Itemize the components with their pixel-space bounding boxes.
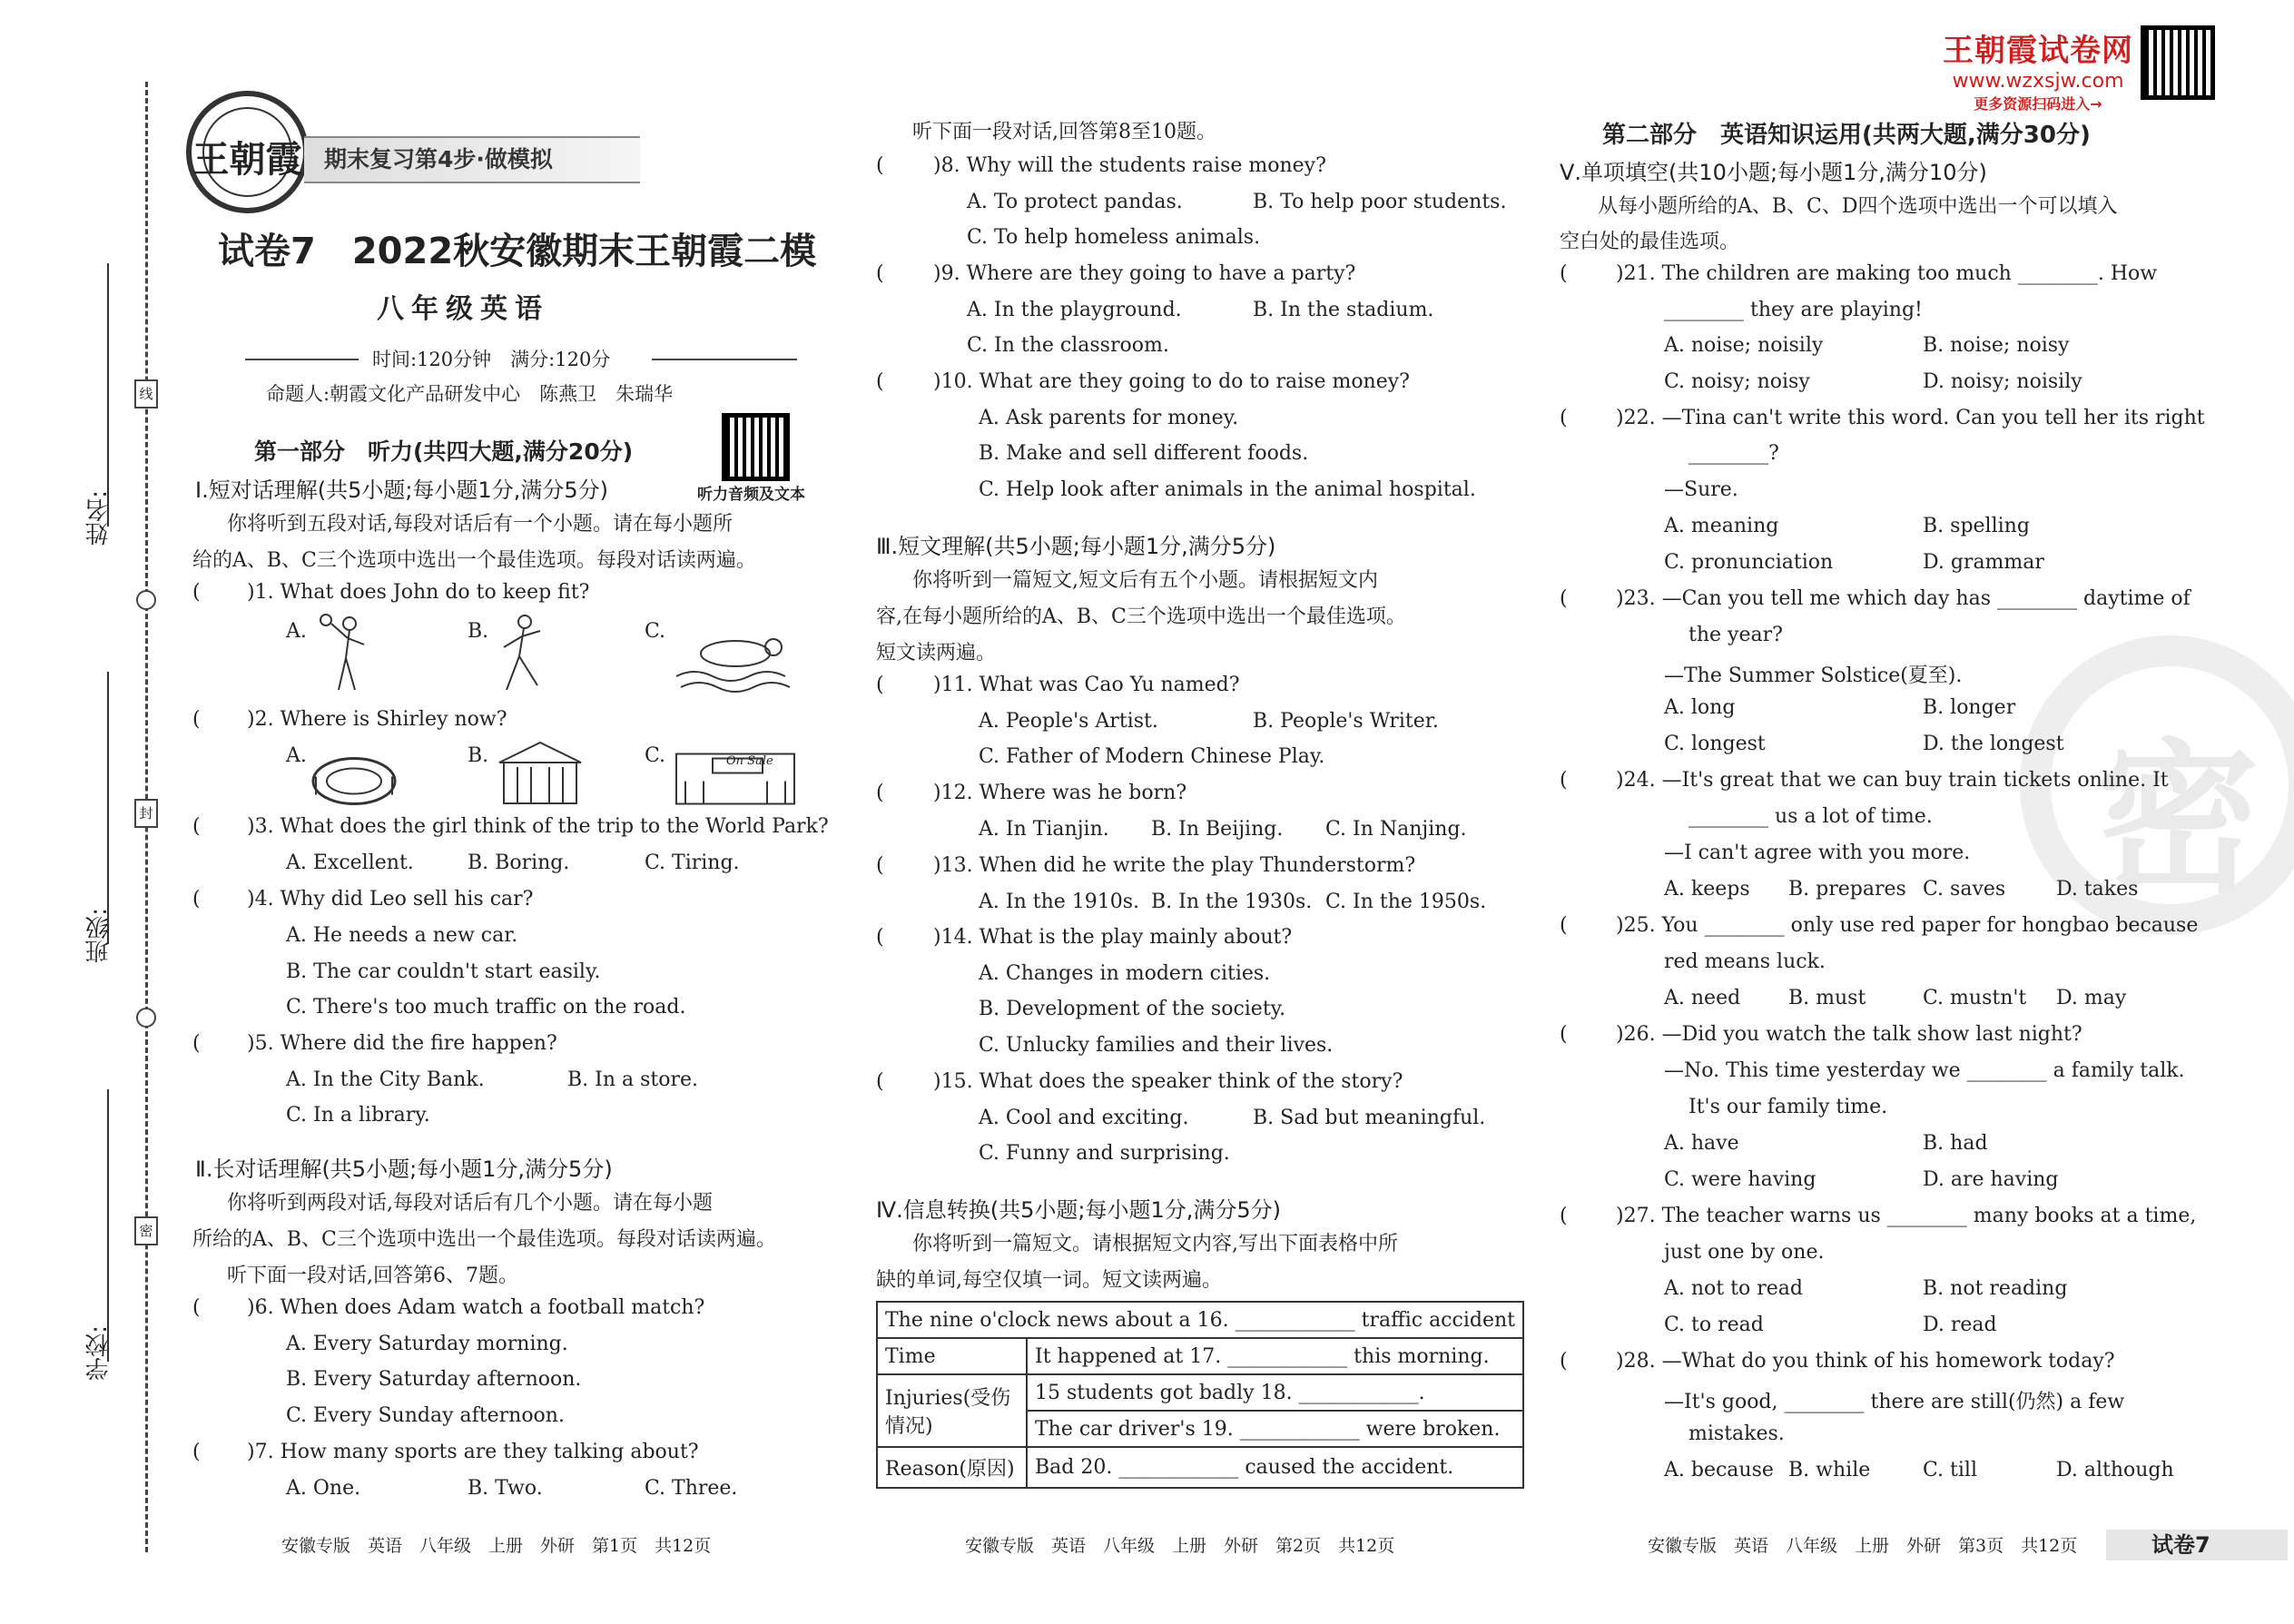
binding-mark-secret: 密 xyxy=(134,1216,158,1245)
option[interactable]: C. There's too much traffic on the road. xyxy=(286,996,686,1019)
option[interactable]: B. spelling xyxy=(1923,515,2030,537)
answer-bracket[interactable]: ( xyxy=(876,262,884,285)
name-label: 姓名: xyxy=(85,490,113,546)
paper-title: 试卷7 2022秋安徽期末王朝霞二模 xyxy=(218,231,817,272)
section3-instruction: 容,在每小题所给的A、B、C三个选项中选出一个最佳选项。 xyxy=(876,605,1406,628)
question-3: )3. What does the girl think of the trip to the World Park? xyxy=(247,815,829,838)
question-10: )10. What are they going to do to raise money? xyxy=(933,370,1410,393)
question-25: )25. You ________ only use red paper for hongbao because xyxy=(1616,914,2199,937)
option[interactable]: B. To help poor students. xyxy=(1253,191,1507,213)
answer-bracket[interactable]: ( xyxy=(876,782,884,804)
option[interactable]: C. Unlucky families and their lives. xyxy=(979,1034,1334,1057)
option[interactable]: C. noisy; noisy xyxy=(1664,370,1810,393)
option[interactable]: A. Ask parents for money. xyxy=(979,407,1239,429)
option[interactable]: A. In the 1910s. xyxy=(979,891,1140,913)
table-row xyxy=(877,1374,1523,1411)
runner-image[interactable] xyxy=(490,613,554,694)
section1-instruction: 给的A、B、C三个选项中选出一个最佳选项。每段对话读两遍。 xyxy=(192,549,756,572)
option[interactable]: A. He needs a new car. xyxy=(286,924,518,947)
option[interactable]: A. meaning xyxy=(1664,515,1779,537)
binding-hole xyxy=(136,590,156,610)
option[interactable]: A. keeps xyxy=(1664,878,1750,901)
class-line[interactable] xyxy=(107,672,109,944)
table-cell[interactable]: The car driver's 19. ____________ were broken. xyxy=(1027,1411,1523,1447)
option[interactable]: A. People's Artist. xyxy=(979,710,1158,733)
section3-title: Ⅲ.短文理解(共5小题;每小题1分,满分5分) xyxy=(876,534,1276,559)
question-26-cont: It's our family time. xyxy=(1689,1096,1888,1118)
option-label: C. xyxy=(645,744,666,767)
name-line[interactable] xyxy=(107,263,109,527)
step-banner: 期末复习第4步·做模拟 xyxy=(304,136,640,183)
table-cell[interactable]: 15 students got badly 18. ____________. xyxy=(1027,1374,1523,1411)
option-label: B. xyxy=(468,620,489,643)
section4-instruction: 缺的单词,每空仅填一词。短文读两遍。 xyxy=(876,1269,1222,1292)
brand-url[interactable]: www.wzxsjw.com xyxy=(1952,70,2124,93)
option[interactable]: B. The car couldn't start easily. xyxy=(286,960,601,983)
question-23: )23. —Can you tell me which day has ________ daytime of xyxy=(1616,587,2191,610)
question-6: )6. When does Adam watch a football match? xyxy=(247,1296,705,1319)
option[interactable]: A. To protect pandas. xyxy=(967,191,1183,213)
info-table xyxy=(876,1301,1524,1489)
museum-building-image[interactable] xyxy=(490,731,590,812)
brand-qr-code[interactable] xyxy=(2141,25,2215,100)
brand-name: 王朝霞试卷网 xyxy=(1943,33,2133,69)
school-label: 学校: xyxy=(85,1325,113,1381)
table-cell[interactable]: Bad 20. ____________ caused the accident. xyxy=(1027,1447,1523,1488)
option[interactable]: A. Every Saturday morning. xyxy=(286,1333,568,1355)
question-24-reply: —I can't agree with you more. xyxy=(1664,842,1971,864)
question-15: )15. What does the speaker think of the story? xyxy=(933,1070,1403,1093)
option[interactable]: B. noise; noisy xyxy=(1923,334,2070,357)
answer-bracket[interactable]: ( xyxy=(1560,587,1568,610)
question-21: )21. The children are making too much ________. How xyxy=(1616,262,2158,285)
question-22: )22. —Tina can't write this word. Can you tell her its right xyxy=(1616,407,2205,429)
question-11: )11. What was Cao Yu named? xyxy=(933,674,1240,696)
question-23-reply: —The Summer Solstice(夏至). xyxy=(1664,664,1963,687)
table-label: Injuries(受伤情况) xyxy=(877,1374,1027,1447)
brand-note: 更多资源扫码进入→ xyxy=(1974,95,2102,113)
question-12: )12. Where was he born? xyxy=(933,782,1187,804)
question-2: )2. Where is Shirley now? xyxy=(247,708,507,731)
question-9: )9. Where are they going to have a party? xyxy=(933,262,1356,285)
option[interactable]: C. In the classroom. xyxy=(967,334,1169,357)
divider xyxy=(245,359,359,360)
section2-instruction: 你将听到两段对话,每段对话后有几个小题。请在每小题 xyxy=(227,1192,713,1215)
swimmer-image[interactable] xyxy=(672,613,794,694)
question-28: )28. —What do you think of his homework today? xyxy=(1616,1350,2115,1373)
option[interactable]: B. had xyxy=(1923,1132,1988,1155)
option-label: A. xyxy=(286,620,307,643)
question-26: )26. —Did you watch the talk show last night? xyxy=(1616,1023,2082,1046)
answer-bracket[interactable]: ( xyxy=(1560,914,1568,937)
option[interactable]: C. till xyxy=(1923,1459,1977,1481)
option[interactable]: C. In Nanjing. xyxy=(1325,818,1467,841)
question-13: )13. When did he write the play Thunderstorm? xyxy=(933,854,1416,877)
answer-bracket[interactable]: ( xyxy=(1560,1205,1568,1227)
option[interactable]: C. Tiring. xyxy=(645,851,740,874)
qr-caption: 听力音频及文本 xyxy=(697,486,805,504)
question-7: )7. How many sports are they talking about? xyxy=(247,1441,699,1463)
option[interactable]: D. takes xyxy=(2056,878,2139,901)
option[interactable]: D. may xyxy=(2056,987,2127,1009)
section5-title: Ⅴ.单项填空(共10小题;每小题1分,满分10分) xyxy=(1560,160,1987,185)
option[interactable]: A. long xyxy=(1664,696,1736,719)
option[interactable]: C. In a library. xyxy=(286,1104,430,1127)
option[interactable]: B. not reading xyxy=(1923,1277,2068,1300)
question-4: )4. Why did Leo sell his car? xyxy=(247,888,534,910)
answer-bracket[interactable]: ( xyxy=(192,888,201,910)
table-cell[interactable]: The nine o'clock news about a 16. ____________ traffic accident xyxy=(877,1302,1523,1338)
section3-instruction: 短文读两遍。 xyxy=(876,642,997,664)
option[interactable]: C. Every Sunday afternoon. xyxy=(286,1404,565,1427)
option[interactable]: B. In a store. xyxy=(567,1068,699,1091)
option[interactable]: B. Boring. xyxy=(468,851,570,874)
section3-instruction: 你将听到一篇短文,短文后有五个小题。请根据短文内 xyxy=(912,569,1378,592)
table-row xyxy=(877,1302,1523,1338)
option[interactable]: C. were having xyxy=(1664,1168,1816,1191)
section5-instruction: 空白处的最佳选项。 xyxy=(1560,231,1740,253)
section2-instruction: 所给的A、B、C三个选项中选出一个最佳选项。每段对话读两遍。 xyxy=(192,1228,776,1251)
answer-bracket[interactable]: ( xyxy=(876,154,884,177)
question-26-reply: —No. This time yesterday we ________ a family talk. xyxy=(1664,1059,2185,1082)
question-28-cont: mistakes. xyxy=(1689,1422,1785,1445)
section5-instruction: 从每小题所给的A、B、C、D四个选项中选出一个可以填入 xyxy=(1598,195,2118,218)
logo-text: 王朝霞 xyxy=(192,138,302,181)
table-label: Time xyxy=(877,1338,1027,1374)
option[interactable]: C. pronunciation xyxy=(1664,551,1834,574)
page-footer-3: 安徽专版 英语 八年级 上册 外研 第3页 共12页 xyxy=(1648,1536,2078,1556)
option[interactable]: B. Make and sell different foods. xyxy=(979,442,1309,465)
audio-qr-code[interactable] xyxy=(722,413,790,481)
option[interactable]: A. Excellent. xyxy=(286,851,414,874)
section2-title: Ⅱ.长对话理解(共5小题;每小题1分,满分5分) xyxy=(195,1156,613,1182)
answer-bracket[interactable]: ( xyxy=(192,708,201,731)
answer-bracket[interactable]: ( xyxy=(876,674,884,696)
table-row xyxy=(877,1338,1523,1374)
option[interactable]: D. noisy; noisily xyxy=(1923,370,2082,393)
question-27: )27. The teacher warns us ________ many books at a time, xyxy=(1616,1205,2197,1227)
section4-title: Ⅳ.信息转换(共5小题;每小题1分,满分5分) xyxy=(876,1197,1282,1223)
school-line[interactable] xyxy=(107,1089,109,1362)
section1-instruction: 你将听到五段对话,每段对话后有一个小题。请在每小题所 xyxy=(227,513,733,536)
option[interactable]: C. Father of Modern Chinese Play. xyxy=(979,745,1325,768)
answer-bracket[interactable]: ( xyxy=(1560,1023,1568,1046)
answer-bracket[interactable]: ( xyxy=(1560,262,1568,285)
option[interactable]: A. In the playground. xyxy=(967,299,1182,321)
option[interactable]: B. In the 1930s. xyxy=(1151,891,1313,913)
option[interactable]: B. Development of the society. xyxy=(979,998,1286,1020)
answer-bracket[interactable]: ( xyxy=(192,581,201,604)
question-22-cont: ________? xyxy=(1689,442,1779,465)
page-footer-2: 安徽专版 英语 八年级 上册 外研 第2页 共12页 xyxy=(965,1536,1395,1556)
brand-logo xyxy=(186,91,309,213)
question-22-reply: —Sure. xyxy=(1664,478,1738,501)
option[interactable]: B. longer xyxy=(1923,696,2016,719)
option[interactable]: B. In Beijing. xyxy=(1151,818,1284,841)
option[interactable]: C. longest xyxy=(1664,733,1766,755)
question-25-cont: red means luck. xyxy=(1664,950,1826,973)
option[interactable]: D. the longest xyxy=(1923,733,2064,755)
option[interactable]: C. To help homeless animals. xyxy=(967,226,1261,249)
option[interactable]: B. Every Saturday afternoon. xyxy=(286,1368,582,1391)
option[interactable]: A. Changes in modern cities. xyxy=(979,962,1271,985)
question-14: )14. What is the play mainly about? xyxy=(933,926,1293,949)
option[interactable]: A. Cool and exciting. xyxy=(979,1107,1189,1129)
basketball-player-image[interactable] xyxy=(313,613,377,694)
question-24-cont: ________ us a lot of time. xyxy=(1689,805,1933,828)
option[interactable]: C. Funny and surprising. xyxy=(979,1142,1230,1165)
answer-bracket[interactable]: ( xyxy=(192,1441,201,1463)
divider xyxy=(652,359,797,360)
option[interactable]: C. Help look after animals in the animal hospital. xyxy=(979,478,1476,501)
binding-strip xyxy=(82,82,163,1552)
store-image[interactable] xyxy=(672,733,799,815)
option[interactable]: C. In the 1950s. xyxy=(1325,891,1487,913)
answer-bracket[interactable]: ( xyxy=(1560,407,1568,429)
table-row xyxy=(877,1447,1523,1488)
binding-hole xyxy=(136,1008,156,1028)
question-23-cont: the year? xyxy=(1689,624,1783,646)
answer-bracket[interactable]: ( xyxy=(876,854,884,877)
option-label: A. xyxy=(286,744,307,767)
part2-heading: 第二部分 英语知识运用(共两大题,满分30分) xyxy=(1602,122,2091,149)
table-label: Reason(原因) xyxy=(877,1447,1027,1488)
option-label: C. xyxy=(645,620,666,643)
section4-instruction: 你将听到一篇短文。请根据短文内容,写出下面表格中所 xyxy=(912,1233,1398,1255)
part1-heading: 第一部分 听力(共四大题,满分20分) xyxy=(254,438,634,465)
option[interactable]: A. One. xyxy=(286,1477,361,1500)
time-info: 时间:120分钟 满分:120分 xyxy=(372,349,611,370)
section2-instruction: 听下面一段对话,回答第6、7题。 xyxy=(227,1265,518,1287)
question-28-reply: —It's good, ________ there are still(仍然) a few xyxy=(1664,1391,2125,1413)
option[interactable]: B. must xyxy=(1788,987,1866,1009)
option[interactable]: D. read xyxy=(1923,1314,1997,1336)
table-cell[interactable]: It happened at 17. ____________ this morning. xyxy=(1027,1338,1523,1374)
option[interactable]: B. In the stadium. xyxy=(1253,299,1434,321)
option[interactable]: A. not to read xyxy=(1664,1277,1803,1300)
stadium-image[interactable] xyxy=(309,733,399,815)
subject-title: 八年级英语 xyxy=(377,293,549,325)
option[interactable]: A. noise; noisily xyxy=(1664,334,1824,357)
sale-sign: On Sale xyxy=(726,754,773,768)
question-1: )1. What does John do to keep fit? xyxy=(247,581,590,604)
answer-bracket[interactable]: ( xyxy=(192,815,201,838)
question-27-cont: just one by one. xyxy=(1664,1241,1825,1264)
answer-bracket[interactable]: ( xyxy=(1560,1350,1568,1373)
binding-mark-line: 线 xyxy=(134,379,158,408)
answer-bracket[interactable]: ( xyxy=(876,926,884,949)
option[interactable]: D. grammar xyxy=(1923,551,2044,574)
option[interactable]: B. Two. xyxy=(468,1477,543,1500)
option[interactable]: C. to read xyxy=(1664,1314,1764,1336)
question-21-cont: ________ they are playing! xyxy=(1664,299,1923,321)
option[interactable]: D. although xyxy=(2056,1459,2174,1481)
paper-number-tab: 试卷7 xyxy=(2106,1530,2288,1560)
brand-header[interactable] xyxy=(1943,25,2133,113)
answer-bracket[interactable]: ( xyxy=(876,370,884,393)
option[interactable]: A. In the City Bank. xyxy=(286,1068,485,1091)
answer-bracket[interactable]: ( xyxy=(1560,769,1568,792)
page-footer-1: 安徽专版 英语 八年级 上册 外研 第1页 共12页 xyxy=(281,1536,712,1556)
option[interactable]: C. saves xyxy=(1923,878,2006,901)
option-label: B. xyxy=(468,744,489,767)
question-5: )5. Where did the fire happen? xyxy=(247,1032,557,1055)
option[interactable]: B. prepares xyxy=(1788,878,1906,901)
option[interactable]: C. mustn't xyxy=(1923,987,2027,1009)
option[interactable]: A. have xyxy=(1664,1132,1739,1155)
class-label: 班级: xyxy=(85,908,113,963)
binding-mark-seal: 封 xyxy=(134,799,158,828)
answer-bracket[interactable]: ( xyxy=(192,1032,201,1055)
option[interactable]: B. Sad but meaningful. xyxy=(1253,1107,1486,1129)
option[interactable]: B. while xyxy=(1788,1459,1871,1481)
middle-instruction: 听下面一段对话,回答第8至10题。 xyxy=(912,121,1216,143)
option[interactable]: D. are having xyxy=(1923,1168,2059,1191)
answer-bracket[interactable]: ( xyxy=(876,1070,884,1093)
option[interactable]: A. because xyxy=(1664,1459,1774,1481)
option[interactable]: C. Three. xyxy=(645,1477,738,1500)
section1-title: Ⅰ.短对话理解(共5小题;每小题1分,满分5分) xyxy=(195,477,608,503)
option[interactable]: B. People's Writer. xyxy=(1253,710,1439,733)
question-8: )8. Why will the students raise money? xyxy=(933,154,1326,177)
authors: 命题人:朝霞文化产品研发中心 陈燕卫 朱瑞华 xyxy=(266,383,674,405)
option[interactable]: A. need xyxy=(1664,987,1741,1009)
question-24: )24. —It's great that we can buy train tickets online. It xyxy=(1616,769,2169,792)
option[interactable]: A. In Tianjin. xyxy=(979,818,1109,841)
answer-bracket[interactable]: ( xyxy=(192,1296,201,1319)
